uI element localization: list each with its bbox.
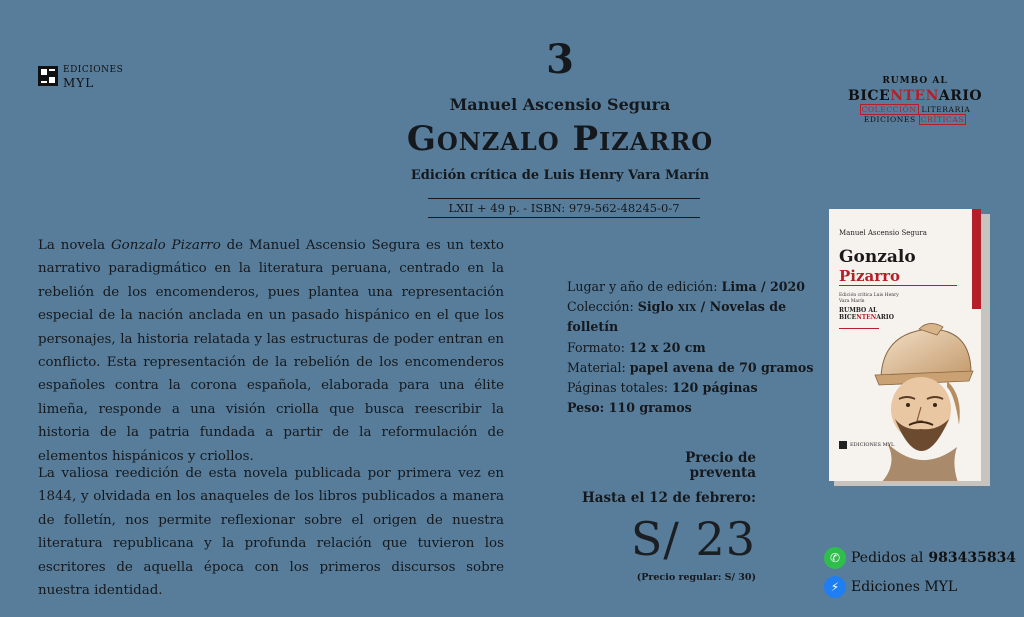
publisher-line2: MYL <box>63 76 95 90</box>
book-specs <box>567 277 817 418</box>
badge-line2: BICENTENARIO <box>848 88 983 104</box>
cover-title-line1: Gonzalo <box>839 247 916 267</box>
description-paragraph-2: La valiosa reedición de esta novela publicada por primera vez en 1844, y olvidada en los anaqueles de los libros publicados a manera de folletín, nos permite reflexionar sobre el origen de nuestra literatura republicana y la profunda relación que tuvieron los escritores de aquella época con los primeros discursos sobre nuestra identidad. <box>38 466 504 599</box>
whatsapp-icon: ✆ <box>824 547 846 569</box>
author-name: Manuel Ascensio Segura <box>449 95 671 114</box>
messenger-contact[interactable] <box>824 576 957 598</box>
description-paragraph-1: La novela Gonzalo Pizarro de Manuel Ascensio Segura es un texto narrativo paradigmático en la literatura peruana, centrado en la rebelión de los encomenderos, pues plantea una representación especial de la nación anclada en un pasado hispánico en el que los personajes, la historia relatada y las estructuras de poder entran en conflicto. Esta representación de la rebelión de los encomenderos españoles contra la corona española, elaborada para una élite limeña, responde a una visión criolla que busca reescribir la historia de la patria fundada a partir de la reformulación de elementos hispánicos y criollos. <box>38 238 504 464</box>
spec-collection: Colección: Siglo xix / Novelas de folletín <box>567 299 787 335</box>
isbn-info: LXII + 49 p. - ISBN: 979-562-48245-0-7 <box>448 201 680 215</box>
conquistador-portrait-icon <box>859 315 981 481</box>
messenger-label: Ediciones MYL <box>851 579 958 595</box>
cover-author: Manuel Ascensio Segura <box>839 229 927 237</box>
publisher-logo-icon <box>38 66 58 86</box>
badge-line1: RUMBO AL <box>882 76 948 86</box>
messenger-icon: ⚡ <box>824 576 846 598</box>
cover-edition: Edición crítica Luis Henry Vara Marín <box>839 293 899 304</box>
spec-material: Material: papel avena de 70 gramos <box>567 359 814 375</box>
spec-weight: Peso: 110 gramos <box>567 400 692 416</box>
collection-badge <box>848 76 982 124</box>
spec-place: Lugar y año de edición: Lima / 2020 <box>567 279 806 294</box>
cover-badge: RUMBO AL BICENTENARIO <box>839 307 894 321</box>
whatsapp-contact[interactable] <box>824 547 1016 569</box>
presale-deadline: Hasta el 12 de febrero: <box>581 490 756 506</box>
book-spine <box>972 209 981 309</box>
spec-format: Formato: 12 x 20 cm <box>567 339 706 355</box>
book-title: Gonzalo Pizarro <box>406 119 714 159</box>
regular-price: (Precio regular: S/ 30) <box>636 572 756 583</box>
presale-label: Precio de preventa <box>685 450 756 481</box>
publisher-line1: EDICIONES <box>63 65 124 75</box>
publisher-logo <box>38 66 123 89</box>
volume-number: 3 <box>546 36 574 83</box>
cover-publisher: EDICIONES MYL <box>839 441 894 449</box>
italic-title: Gonzalo Pizarro <box>110 238 221 253</box>
cover-title-line2: Pizarro <box>839 267 901 285</box>
isbn-bottom-rule <box>428 217 700 218</box>
orders-label: Pedidos al <box>851 550 924 566</box>
presale-price: S/ 23 <box>630 512 756 566</box>
spec-pages: Páginas totales: 120 páginas <box>567 380 758 396</box>
isbn-top-rule <box>428 198 700 199</box>
badge-line4: EDICIONES CRÍTICAS <box>863 115 965 124</box>
cover-rule <box>839 285 957 286</box>
book-cover <box>829 209 981 481</box>
orders-number: 983435834 <box>928 550 1017 566</box>
badge-line3: COLECCIÓN LITERARIA <box>861 105 971 114</box>
editor-credit: Edición crítica de Luis Henry Vara Marín <box>410 168 710 183</box>
cover-publisher-icon <box>839 441 847 449</box>
